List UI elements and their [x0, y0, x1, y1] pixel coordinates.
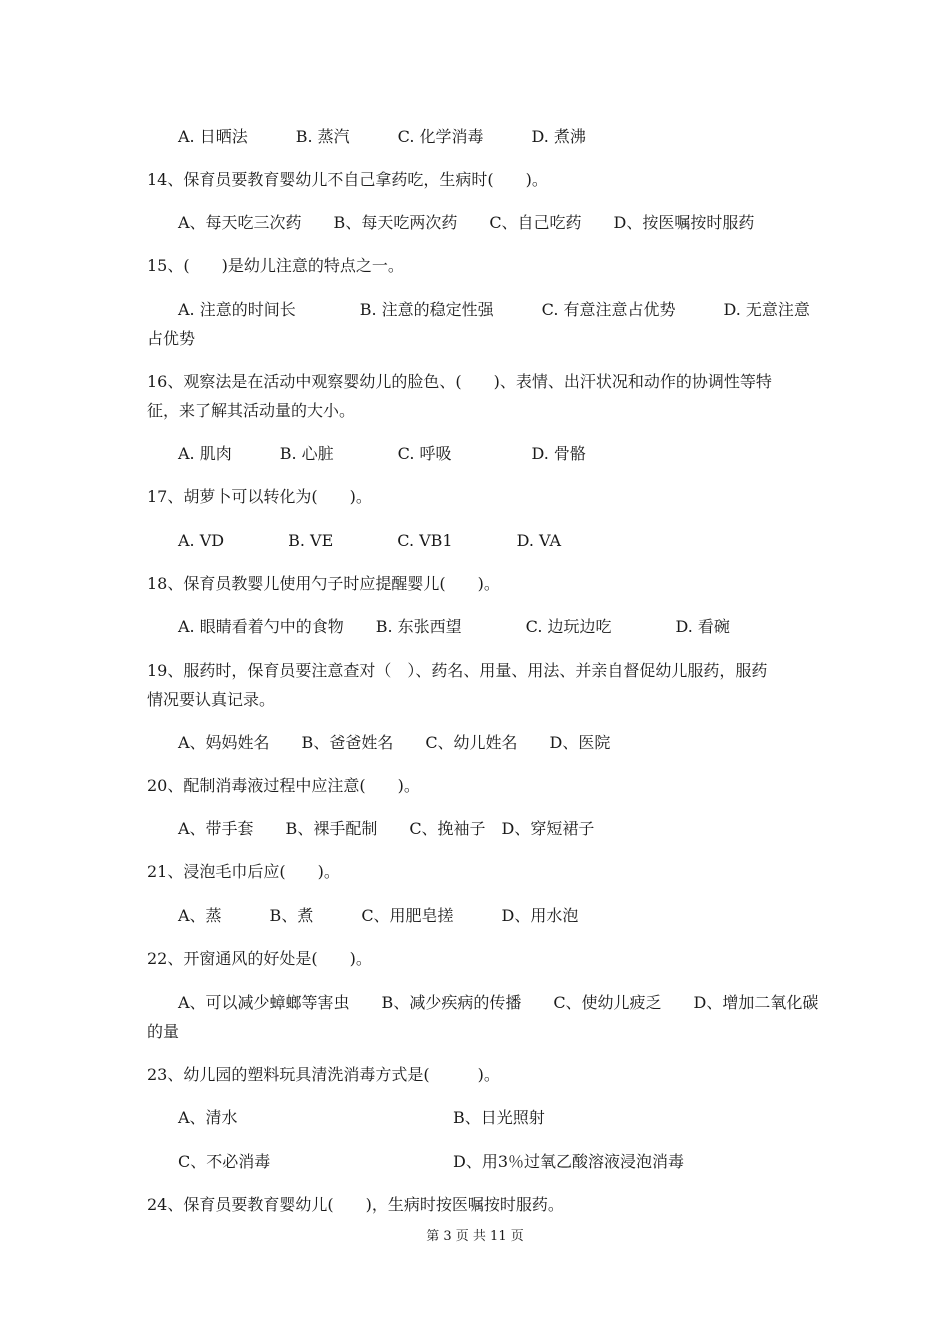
q21-options: A、蒸 B、煮 C、用肥皂搓 D、用水泡 [178, 906, 579, 925]
q13-options: A. 日晒法 B. 蒸汽 C. 化学消毒 D. 煮沸 [178, 127, 586, 146]
q15-options-cont: 占优势 [147, 329, 196, 348]
q18-options: A. 眼睛看着勺中的食物 B. 东张西望 C. 边玩边吃 D. 看碗 [178, 617, 730, 636]
question-14: 14、保育员要教育婴幼儿不自己拿药吃，生病时( )。 [147, 170, 548, 189]
q15-options: A. 注意的时间长 B. 注意的稳定性强 C. 有意注意占优势 D. 无意注意 [178, 300, 810, 319]
q14-options: A、每天吃三次药 B、每天吃两次药 C、自己吃药 D、按医嘱按时服药 [178, 213, 755, 232]
question-21: 21、浸泡毛巾后应( )。 [147, 862, 340, 881]
q22-options: A、可以减少蟑螂等害虫 B、减少疾病的传播 C、使幼儿疲乏 D、增加二氧化碳 [178, 993, 819, 1012]
question-19: 19、服药时，保育员要注意查对（ ）、药名、用量、用法、并亲自督促幼儿服药，服药 [147, 661, 768, 680]
question-23: 23、幼儿园的塑料玩具清洗消毒方式是( )。 [147, 1065, 500, 1084]
q23-option-a: A、清水 [178, 1108, 238, 1127]
question-16-cont: 征，来了解其活动量的大小。 [147, 401, 356, 420]
question-15: 15、( )是幼儿注意的特点之一。 [147, 256, 404, 275]
q17-options: A. VD B. VE C. VB1 D. VA [178, 531, 562, 550]
question-19-cont: 情况要认真记录。 [147, 690, 276, 709]
question-16: 16、观察法是在活动中观察婴幼儿的脸色、( )、表情、出汗状况和动作的协调性等特 [147, 372, 772, 391]
question-20: 20、配制消毒液过程中应注意( )。 [147, 776, 420, 795]
q19-options: A、妈妈姓名 B、爸爸姓名 C、幼儿姓名 D、医院 [178, 733, 611, 752]
q23-option-b: B、日光照射 [453, 1108, 545, 1127]
question-24: 24、保育员要教育婴幼儿( )，生病时按医嘱按时服药。 [147, 1195, 564, 1214]
page-footer: 第 3 页 共 11 页 [426, 1229, 524, 1244]
question-22: 22、开窗通风的好处是( )。 [147, 949, 372, 968]
question-18: 18、保育员教婴儿使用勺子时应提醒婴儿( )。 [147, 574, 500, 593]
question-17: 17、胡萝卜可以转化为( )。 [147, 487, 372, 506]
q22-options-cont: 的量 [147, 1022, 180, 1041]
q20-options: A、带手套 B、裸手配制 C、挽袖子 D、穿短裙子 [178, 819, 595, 838]
q23-option-c: C、不必消毒 [178, 1152, 271, 1171]
q16-options: A. 肌肉 B. 心脏 C. 呼吸 D. 骨骼 [178, 444, 586, 463]
q23-option-d: D、用3％过氧乙酸溶液浸泡消毒 [453, 1152, 685, 1171]
